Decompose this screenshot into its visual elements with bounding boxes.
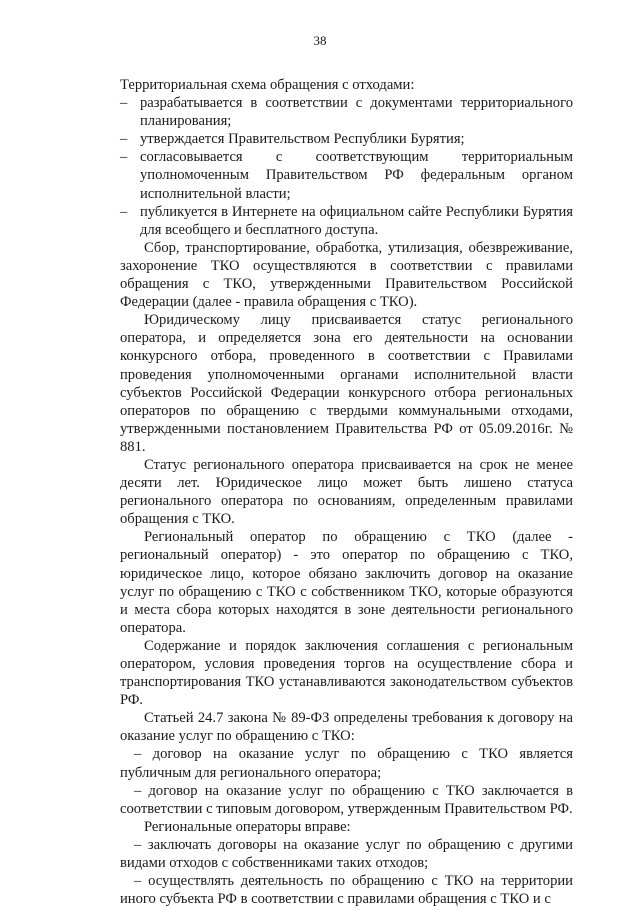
paragraph-operator-definition: Региональный оператор по обращению с ТКО (далее - региональный оператор) - это оператор по обращению с ТКО, юридическое лицо, которое обязано заключить договор на оказание услуг по обращению с ТКО с собственником ТКО, которые образуются и места сбора которых находятся в зоне деятельности регионального оператора. — [120, 529, 573, 636]
paragraph-tko-handling: Сбор, транспортирование, обработка, утилизация, обезвреживание, захоронение ТКО осуществляются в соответствии с правилами обращения с ТКО, утвержденными Правительством Российской Федерации (далее - правила обращения с ТКО). — [120, 239, 573, 311]
rights-heading: Региональные операторы вправе: — [144, 818, 351, 835]
contract-list-item: – договор на оказание услуг по обращению с ТКО является публичным для регионального оператора; — [120, 746, 573, 781]
paragraph-contract-requirements: Статьей 24.7 закона № 89-ФЗ определены требования к договору на оказание услуг по обращению с ТКО: — [120, 710, 573, 745]
paragraph-status-term: Статус регионального оператора присваивается на срок не менее десяти лет. Юридическое лицо может быть лишено статуса регионального оператора по основаниям, определенным правилами обращения с ТКО. — [120, 456, 573, 528]
scheme-list-item: – публикуется в Интернете на официальном сайте Республики Бурятия для всеобщего и бесплатного доступа. — [120, 203, 573, 239]
contract-list-item: – договор на оказание услуг по обращению с ТКО заключается в соответствии с типовым договором, утвержденным Правительством РФ. — [120, 782, 573, 817]
page-body — [120, 76, 573, 908]
page-number: 38 — [313, 33, 327, 48]
paragraph-agreement-terms: Содержание и порядок заключения соглашения с региональным оператором, условия проведения торгов на осуществление сбора и транспортирования ТКО устанавливаются законодательством субъектов РФ. — [120, 637, 573, 709]
scheme-heading: Территориальная схема обращения с отходами: — [120, 77, 415, 93]
scheme-list-item: – утверждается Правительством Республики Бурятия; — [120, 130, 573, 148]
scheme-list-item: – разрабатывается в соответствии с документами территориального планирования; — [120, 94, 573, 130]
rights-list-item: – осуществлять деятельность по обращению с ТКО на территории иного субъекта РФ в соответствии с правилами обращения с ТКО и с — [120, 873, 573, 908]
paragraph-operator-status: Юридическому лицу присваивается статус регионального оператора, и определяется зона его деятельности на основании конкурсного отбора, проведенного в соответствии с Правилами проведения уполномоченными органами исполнительной власти субъектов Российской Федерации конкурсного отбора региональных операторов по обращению с твердыми коммунальными отходами, утвержденными постановлением Правительства РФ от 05.09.2016г. № 881. — [120, 312, 573, 455]
scheme-list-item: – согласовывается с соответствующим территориальным уполномоченным Правительством РФ федеральным органом исполнительной власти; — [120, 148, 573, 202]
rights-list-item: – заключать договоры на оказание услуг по обращению с другими видами отходов с собственниками таких отходов; — [120, 836, 573, 872]
